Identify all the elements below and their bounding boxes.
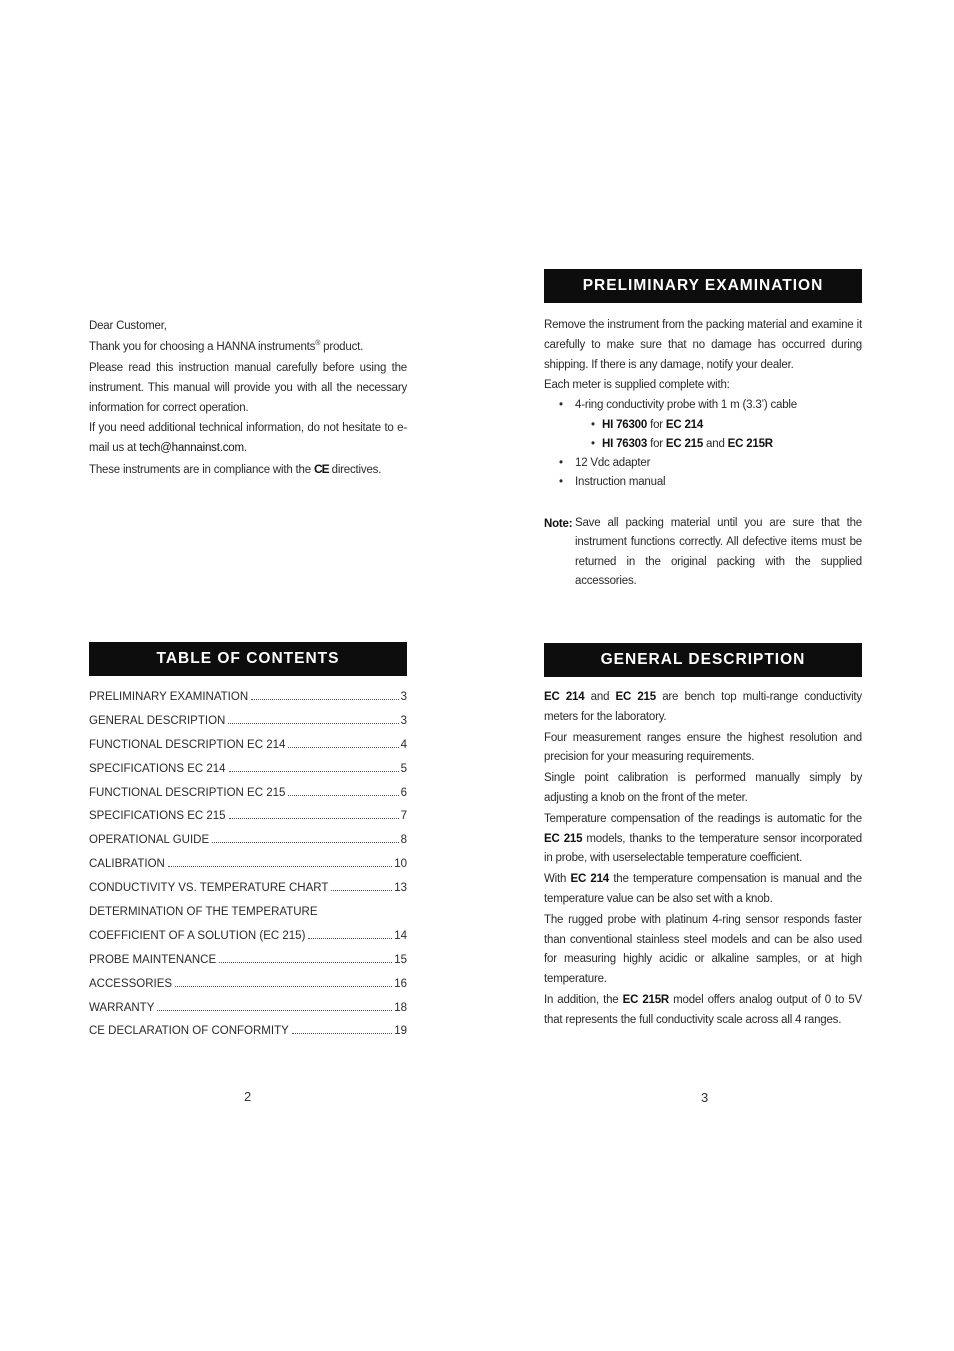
general-p7: In addition, the EC 215R model offers analog output of 0 to 5V that represents the full conductivity scale across all 4 ranges. (544, 993, 862, 1026)
supplied-with: Each meter is supplied complete with: (544, 379, 730, 391)
support-email-link[interactable]: tech@hannainst.com (139, 442, 244, 454)
toc-entry[interactable]: SPECIFICATIONS EC 214 5 (89, 762, 407, 775)
toc-entry[interactable]: CALIBRATION 10 (89, 858, 407, 871)
general-p5: With EC 214 the temperature compensation is manual and the temperature value can be also set with a knob. (544, 873, 862, 905)
general-p6: The rugged probe with platinum 4-ring sensor responds faster than conventional stainless steel models and can be also used for measuring highly acidic or alkaline samples, or at high temperature. (544, 913, 862, 986)
general-description-heading: GENERAL DESCRIPTION (544, 643, 862, 677)
toc-entry[interactable]: GENERAL DESCRIPTION 3 (89, 714, 407, 727)
preliminary-heading: PRELIMINARY EXAMINATION (544, 269, 862, 303)
toc-entry[interactable]: OPERATIONAL GUIDE 8 (89, 834, 407, 847)
tech-support-text: If you need additional technical information, do not hesitate to e-mail us at tech@hannainst.com. (89, 422, 407, 454)
toc-entry-continued[interactable]: DETERMINATION OF THE TEMPERATURE (89, 906, 318, 919)
toc-entry[interactable]: COEFFICIENT OF A SOLUTION (EC 215) 14 (89, 929, 407, 942)
toc-entry[interactable]: CE DECLARATION OF CONFORMITY 19 (89, 1025, 407, 1038)
read-manual-text: Please read this instruction manual carefully before using the instrument. This manual will provide you with all the necessary information for correct operation. (89, 362, 407, 414)
toc-entry[interactable]: WARRANTY 18 (89, 1001, 407, 1014)
toc-entry[interactable]: FUNCTIONAL DESCRIPTION EC 215 6 (89, 786, 407, 799)
list-item: • 12 Vdc adapter (544, 453, 862, 473)
toc-entry[interactable]: SPECIFICATIONS EC 215 7 (89, 810, 407, 823)
compliance-text: These instruments are in compliance with the CE directives. (89, 462, 382, 476)
list-item: • HI 76300 for EC 214 (544, 415, 862, 434)
toc-entry[interactable]: PRELIMINARY EXAMINATION 3 (89, 691, 407, 703)
general-p1: EC 214 and EC 215 are bench top multi-range conductivity meters for the laboratory. (544, 691, 862, 723)
toc-heading: TABLE OF CONTENTS (89, 642, 407, 676)
preliminary-section (544, 315, 862, 592)
probe-variants-list (544, 415, 862, 453)
general-p2: Four measurement ranges ensure the highest resolution and precision for your measuring requirements. (544, 731, 862, 764)
list-item: • Instruction manual (544, 472, 862, 492)
supplied-items-list-continued (544, 453, 862, 492)
note-block (544, 514, 862, 592)
toc-entry[interactable]: FUNCTIONAL DESCRIPTION EC 214 4 (89, 738, 407, 751)
general-p3: Single point calibration is performed manually simply by adjusting a knob on the front of the meter. (544, 772, 862, 804)
toc-entry[interactable]: ACCESSORIES 16 (89, 977, 407, 990)
thanks-line: Thank you for choosing a HANNA instruments® product. (89, 340, 364, 353)
note-label: Note: (544, 517, 573, 530)
ce-mark-icon: CE (313, 462, 329, 476)
supplied-items-list (544, 395, 862, 415)
note-text: Save all packing material until you are sure that the instrument functions correctly. All defective items must be returned in the original packing with the supplied accessories. (575, 516, 862, 587)
list-item: • HI 76303 for EC 215 and EC 215R (544, 434, 862, 453)
toc-entry[interactable]: PROBE MAINTENANCE 15 (89, 953, 407, 966)
page-number-right: 3 (701, 1090, 709, 1105)
general-description-section (544, 688, 862, 1031)
greeting: Dear Customer, (89, 320, 167, 332)
preliminary-intro: Remove the instrument from the packing material and examine it carefully to make sure that no damage has occurred during shipping. If there is any damage, notify your dealer. (544, 319, 862, 371)
list-item: • 4-ring conductivity probe with 1 m (3.3’) cable (544, 395, 862, 415)
registered-mark: ® (315, 340, 321, 348)
customer-letter (89, 316, 407, 480)
general-p4: Temperature compensation of the readings is automatic for the EC 215 models, thanks to the temperature sensor incorporated in probe, with userselectable temperature coefficient. (544, 812, 862, 865)
toc-entry[interactable]: CONDUCTIVITY VS. TEMPERATURE CHART 13 (89, 882, 407, 895)
table-of-contents (89, 687, 407, 1045)
page-number-left: 2 (244, 1089, 252, 1104)
